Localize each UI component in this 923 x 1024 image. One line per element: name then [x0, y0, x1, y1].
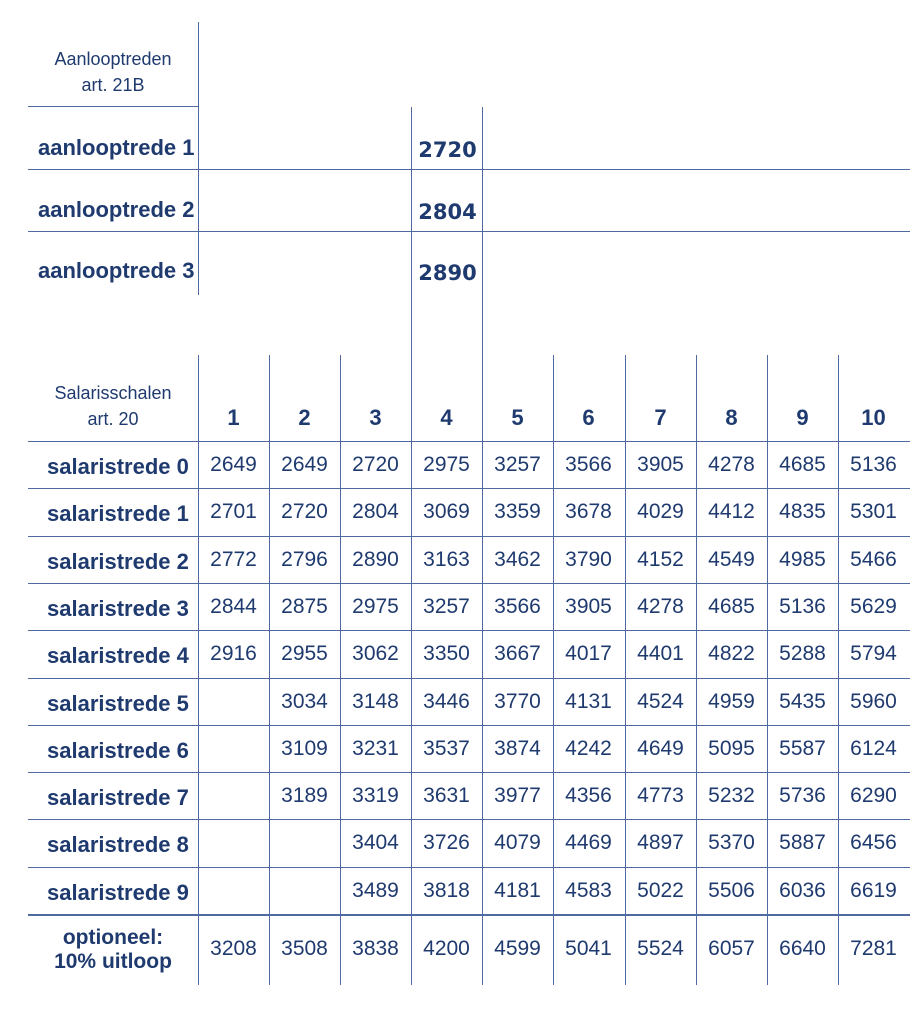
salary-cell: 2720 [281, 500, 328, 524]
salary-cell: 3109 [281, 736, 328, 760]
salary-cell: 4685 [779, 453, 826, 476]
salary-cell: 2844 [210, 594, 257, 618]
salary-cell: 6290 [850, 784, 897, 808]
scale-heading-5: 5 [511, 405, 524, 430]
salary-cell: 3977 [494, 784, 541, 808]
salary-cell: 3069 [423, 500, 470, 524]
grid-row-rule [28, 725, 910, 726]
optional-label-line2: 10% uitloop [54, 950, 172, 973]
salary-cell: 5022 [637, 878, 684, 902]
optional-cell: 3508 [281, 937, 328, 960]
scale-heading-9: 9 [796, 405, 809, 430]
aanlooptrede-2-label: aanlooptrede 2 [38, 197, 195, 222]
salaristrede-label: salaristrede 4 [47, 643, 189, 669]
grid-header-rule [28, 441, 910, 442]
grid-col-divider [198, 355, 199, 985]
salary-cell: 5466 [850, 547, 897, 571]
salaristrede-label: salaristrede 3 [47, 595, 189, 621]
salary-cell: 3790 [565, 547, 612, 571]
salary-cell: 4242 [565, 736, 612, 760]
salary-cell: 3667 [494, 642, 541, 666]
aanloop-header-rule [28, 106, 199, 107]
grid-row-rule [28, 630, 910, 631]
salary-cell: 2875 [281, 594, 328, 618]
salary-cell: 4835 [779, 500, 826, 524]
grid-row-rule [28, 819, 910, 820]
salary-cell: 2649 [210, 453, 257, 476]
salary-cell: 3359 [494, 500, 541, 524]
salary-cell: 3034 [281, 689, 328, 713]
aanlooptrede-3-label: aanlooptrede 3 [38, 258, 195, 283]
salary-cell: 3905 [637, 453, 684, 476]
salary-cell: 4412 [708, 500, 755, 524]
salary-cell: 2975 [423, 453, 470, 476]
aanlooptrede-1-label: aanlooptrede 1 [38, 135, 195, 160]
aanloop-row-rule-2 [28, 231, 910, 232]
optional-cell: 6057 [708, 937, 755, 960]
salary-cell: 3257 [494, 453, 541, 476]
salary-cell: 3148 [352, 689, 399, 713]
salary-cell: 4029 [637, 500, 684, 524]
optional-cell: 3838 [352, 937, 399, 960]
salary-cell: 3566 [565, 453, 612, 476]
optional-cell: 5041 [565, 937, 612, 960]
salary-cell: 2955 [281, 642, 328, 666]
salary-cell: 2796 [281, 547, 328, 571]
salary-cell: 4017 [565, 642, 612, 666]
salary-cell: 5506 [708, 878, 755, 902]
salary-cell: 3537 [423, 736, 470, 760]
salary-cell: 4549 [708, 547, 755, 571]
salary-cell: 6619 [850, 878, 897, 902]
optional-label-line1: optioneel: [62, 926, 164, 949]
salary-cell: 4079 [494, 831, 541, 855]
salary-cell: 5232 [708, 784, 755, 808]
grid-row-rule [28, 536, 910, 537]
salary-cell: 2916 [210, 642, 257, 666]
salary-cell: 5435 [779, 689, 826, 713]
salary-cell: 3905 [565, 594, 612, 618]
salary-cell: 5095 [708, 736, 755, 760]
grid-row-rule [28, 678, 910, 679]
salary-header-line2: art. 20 [87, 409, 139, 429]
salaristrede-label: salaristrede 1 [47, 501, 189, 527]
optional-cell: 4599 [494, 937, 541, 960]
salary-cell: 3818 [423, 878, 470, 902]
salaristrede-label: salaristrede 9 [47, 879, 189, 905]
salary-cell: 3631 [423, 784, 470, 808]
salary-cell: 3446 [423, 689, 470, 713]
salary-cell: 3678 [565, 500, 612, 524]
salary-cell: 6456 [850, 831, 897, 855]
scale-heading-7: 7 [654, 405, 667, 430]
salaristrede-label: salaristrede 7 [47, 785, 189, 811]
salary-cell: 4181 [494, 878, 541, 902]
salary-cell: 3462 [494, 547, 541, 571]
aanlooptrede-2-value: 2804 [418, 200, 477, 224]
scale-heading-6: 6 [582, 405, 595, 430]
salary-cell: 3350 [423, 642, 470, 666]
salary-header-line1: Salarisschalen [54, 383, 172, 403]
salary-cell: 5587 [779, 736, 826, 760]
salary-cell: 5288 [779, 642, 826, 666]
salary-cell: 4959 [708, 689, 755, 713]
salaristrede-label: salaristrede 8 [47, 832, 189, 858]
salary-cell: 4152 [637, 547, 684, 571]
optional-cell: 3208 [210, 937, 257, 960]
aanlooptrede-3-value: 2890 [418, 261, 477, 285]
salary-cell: 3257 [423, 594, 470, 618]
salary-cell: 4356 [565, 784, 612, 808]
salary-cell: 5629 [850, 594, 897, 618]
salary-cell: 4685 [708, 594, 755, 618]
scale-heading-1: 1 [227, 405, 240, 430]
grid-row-rule [28, 772, 910, 773]
salary-cell: 6036 [779, 878, 826, 902]
salary-cell: 3319 [352, 784, 399, 808]
salary-cell: 4469 [565, 831, 612, 855]
salary-cell: 3489 [352, 878, 399, 902]
salary-cell: 4278 [637, 594, 684, 618]
optional-cell: 6640 [779, 937, 826, 960]
aanloop-row-rule-1 [28, 169, 910, 170]
salary-cell: 2701 [210, 500, 257, 524]
salary-cell: 3566 [494, 594, 541, 618]
scale-heading-4: 4 [440, 405, 453, 430]
salary-cell: 2804 [352, 500, 399, 524]
scale-heading-3: 3 [369, 405, 382, 430]
salary-cell: 4649 [637, 736, 684, 760]
salary-cell: 3726 [423, 831, 470, 855]
scale-heading-10: 10 [861, 405, 886, 430]
salary-cell: 5887 [779, 831, 826, 855]
aanloop-header-line1: Aanlooptreden [54, 49, 172, 69]
salary-cell: 3163 [423, 547, 470, 571]
aanloop-label-divider [198, 22, 199, 295]
salaristrede-label: salaristrede 2 [47, 548, 189, 574]
salary-cell: 4401 [637, 642, 684, 666]
salary-cell: 4822 [708, 642, 755, 666]
salary-cell: 5136 [850, 453, 897, 476]
optional-cell: 5524 [637, 937, 684, 960]
optional-cell: 4200 [423, 937, 470, 960]
salary-cell: 4985 [779, 547, 826, 571]
salary-cell: 2975 [352, 594, 399, 618]
salary-cell: 6124 [850, 736, 897, 760]
salary-cell: 4524 [637, 689, 684, 713]
salary-cell: 3404 [352, 831, 399, 855]
salary-cell: 5960 [850, 689, 897, 713]
salary-cell: 3231 [352, 736, 399, 760]
aanloop-header-line2: art. 21B [81, 75, 145, 95]
grid-row-rule [28, 488, 910, 489]
salary-cell: 2720 [352, 453, 399, 476]
salary-cell: 4773 [637, 784, 684, 808]
salary-cell: 2649 [281, 453, 328, 476]
salary-cell: 3062 [352, 642, 399, 666]
optional-cell: 7281 [850, 937, 897, 960]
salaristrede-label: salaristrede 6 [47, 737, 189, 763]
salary-cell: 3770 [494, 689, 541, 713]
grid-col-divider [269, 355, 270, 985]
scale-heading-8: 8 [725, 405, 738, 430]
salary-cell: 4583 [565, 878, 612, 902]
salaristrede-label: salaristrede 5 [47, 690, 189, 716]
scale-heading-2: 2 [298, 405, 311, 430]
salary-cell: 4131 [565, 689, 612, 713]
salary-cell: 5301 [850, 500, 897, 524]
salary-cell: 2772 [210, 547, 257, 571]
salary-cell: 5794 [850, 642, 897, 666]
salary-cell: 4897 [637, 831, 684, 855]
salary-cell: 2890 [352, 547, 399, 571]
aanlooptrede-1-value: 2720 [418, 138, 477, 162]
salary-cell: 3189 [281, 784, 328, 808]
salaristrede-label: salaristrede 0 [47, 454, 189, 479]
grid-row-rule [28, 583, 910, 584]
salary-cell: 4278 [708, 453, 755, 476]
grid-row-rule [28, 867, 910, 868]
salary-cell: 5136 [779, 594, 826, 618]
salary-cell: 5736 [779, 784, 826, 808]
salary-cell: 5370 [708, 831, 755, 855]
optional-row-rule [28, 914, 910, 916]
salary-cell: 3874 [494, 736, 541, 760]
